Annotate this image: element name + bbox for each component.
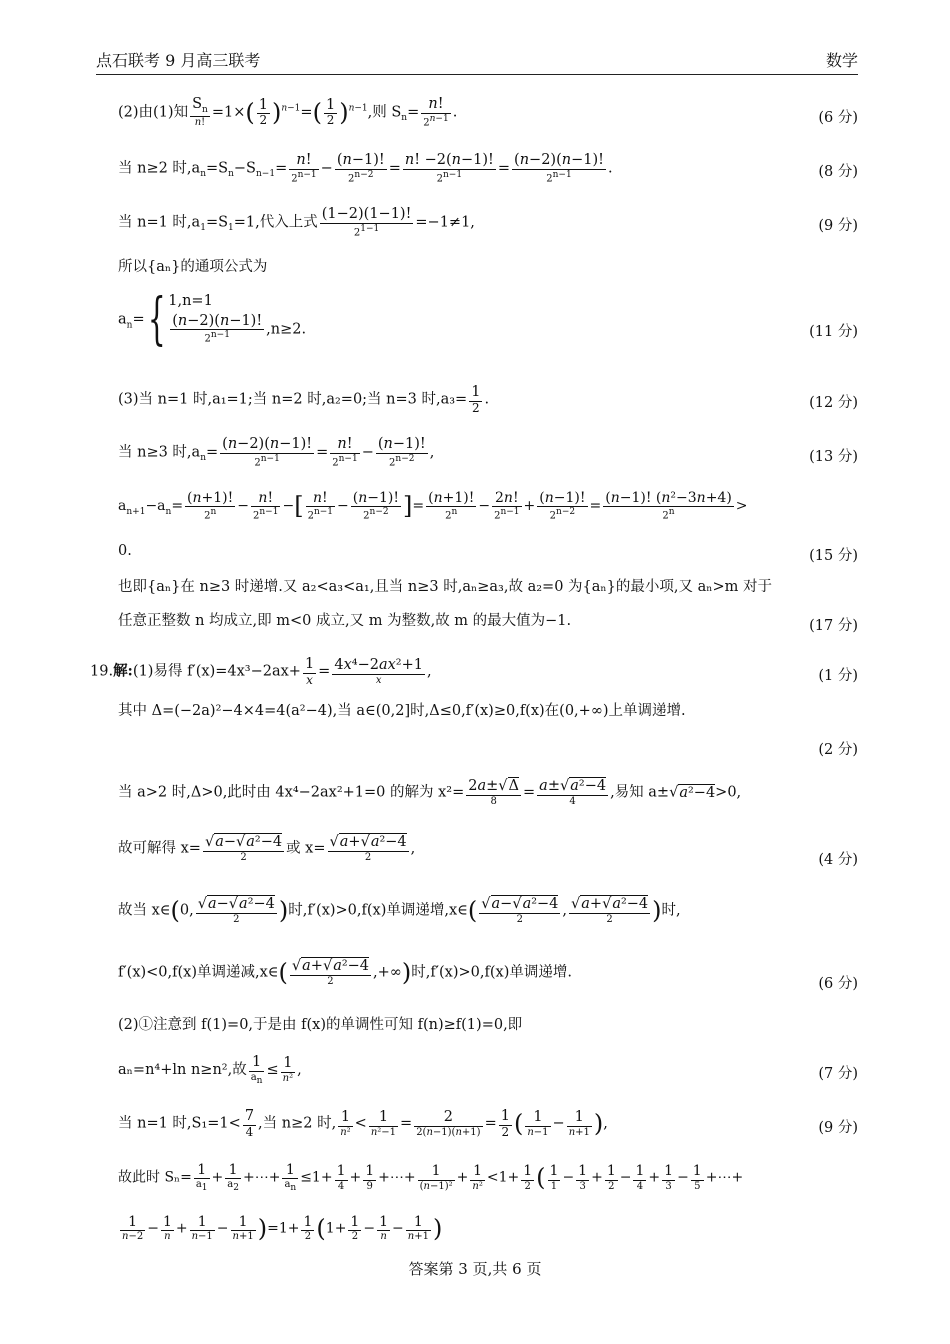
page-footer: 答案第 3 页,共 6 页 (408, 1260, 542, 1278)
score: (4 分) (818, 852, 858, 868)
line-diff: $a_{n+1}-a_n=$ $\frac{(n+1)!}{2^n}$ − $\frac{n!}{2^{n-1}}$ −[ $\frac{n!}{2^{n-1}}$ − $\frac{(n-1)!}{2^{n-2}}$ ]= $\frac{(n+1)!}{2^n}$ − $\frac{2n!}{2^{n-1}}$ + $\frac{(n-1)!}{2^{n-2}}$ = $\frac{\text{(n−1)! (n²−3n+4)}}{2^n}$ > (118, 490, 748, 522)
q19-line5: 故当 x∈(0, $\frac{\text{√a−√a²−4}}{2}$ )时,f′(x)>0,f(x)单调递增,x∈( $\frac{\text{√a−√a²−4}}{2}$ , $\frac{\text{√a+√a²−4}}{2}$ )时, (118, 896, 681, 925)
q19-line8: 当 n=1 时,S₁=1< $\frac{7}{4}$ ,当 n≥2 时, $\frac{1}{\text{n²}}$ < $\frac{1}{\text{n²−1}}$ = $\frac{2}{2(n-1)(n+1)}$ = $\frac{1}{2}$ ( $\frac{1}{n-1}$ − $\frac{1}{n+1}$ ), (118, 1108, 608, 1139)
q19-line9: 故此时 Sₙ= $\frac{1}{a_1}$ + $\frac{1}{a_2}$ +⋯+ $\frac{1}{a_n}$ ≤1+ $\frac{1}{4}$ + $\frac{1}{9}$ +⋯+ $\frac{1}{\text{(n−1)²}}$ + $\frac{1}{\text{n²}}$ <1+ $\frac{1}{2}$ ( $\frac{1}{1}$ − $\frac{1}{3}$ + $\frac{1}{2}$ − $\frac{1}{4}$ + $\frac{1}{3}$ − $\frac{1}{5}$ +⋯+ (118, 1162, 744, 1194)
q19-line6: f′(x)<0,f(x)单调递减,x∈( $\frac{\text{√a+√a²−4}}{2}$ ,+∞)时,f′(x)>0,f(x)单调递增. (118, 958, 572, 987)
line-n3: 当 n≥3 时$,a_n=$ $\frac{(n-2)(n-1)!}{2^{n-1}}$ = $\frac{n!}{2^{n-1}}$ − $\frac{(n-1)!}{2^{n-2}}$ , (118, 436, 435, 468)
q19-line7: aₙ=n⁴+ln n≥n²,故 $\frac{1}{a_n}$ ≤ $\frac{1}{\text{n²}}$ , (118, 1054, 302, 1086)
line-an: 当 n≥2 时$,a_n=S_n-S_{n-1}=$ $\frac{n!}{2^{n-1}}$ − $\frac{(n-1)!}{2^{n-2}}$ = $\frac{n! -2(n-1)!}{2^{n-1}}$ = $\frac{(n-2)(n-1)!}{2^{n-1}}$ . (118, 152, 613, 184)
line-zero: 0. (118, 543, 132, 559)
score: (9 分) (818, 1120, 858, 1136)
score: (1 分) (818, 668, 858, 684)
score: (15 分) (809, 548, 858, 564)
piecewise: $a_n=${ 1,n=1 $\frac{(n-2)(n-1)!}{2^{n-1}}$ ,n≥2. (118, 286, 307, 352)
score: (2 分) (818, 742, 858, 758)
line-p3: (3)当 n=1 时,a₁=1;当 n=2 时,a₂=0;当 n=3 时,a₃= $\frac{1}{2}$ . (118, 384, 490, 415)
score: (11 分) (809, 324, 858, 340)
line-17b: 任意正整数 n 均成立,即 m<0 成立,又 m 为整数,故 m 的最大值为−1. (118, 613, 572, 629)
line-n1: 当 n=1 时$,a_1=S_1=1$,代入上式 $\frac{(1-2)(1-1)!}{2^{1-1}}$ =−1≠1, (118, 206, 475, 238)
q19-line3: 当 a>2 时,Δ>0,此时由 4x⁴−2ax²+1=0 的解为 x²= $\frac{2a\pm√\Delta}{8}$ = $\frac{\text{a±√a²−4}}{4}$ ,易知 a±√a²−4>0, (118, 778, 742, 807)
score: (6 分) (818, 110, 858, 126)
header-right: 数学 (825, 51, 858, 70)
score: (7 分) (818, 1066, 858, 1082)
line-p2: (2)由(1)知 $\frac{S_n}{n!}$ =1×( $\frac{1}{2}$ )$^{n-1}$=( $\frac{1}{2}$ )$^{n-1}$,则 $S_n=$ $\frac{n!}{2^{n-1}}$ . (118, 96, 458, 128)
q19-part2: (2)①注意到 f(1)=0,于是由 f(x)的单调性可知 f(n)≥f(1)=0,即 (118, 1017, 523, 1033)
q19-line1: 19.解:(1)易得 f′(x)=4x³−2ax+ $\frac{1}{x}$ = $\frac{\text{4x⁴−2ax²+1}}{x}$ , (90, 656, 432, 687)
score: (13 分) (809, 449, 858, 465)
line-general: 所以{aₙ}的通项公式为 (118, 259, 268, 275)
score: (6 分) (818, 976, 858, 992)
q19-line2: 其中 Δ=(−2a)²−4×4=4(a²−4),当 a∈(0,2]时,Δ≤0,f′(x)≥0,f(x)在(0,+∞)上单调递增. (118, 703, 686, 719)
score: (8 分) (818, 164, 858, 180)
header-left: 点石联考 9 月高三联考 (96, 51, 261, 70)
page-header (96, 44, 858, 75)
q19-line10: $\frac{1}{n-2}$ − $\frac{1}{n}$ + $\frac{1}{n-1}$ − $\frac{1}{n+1}$ )=1+ $\frac{1}{2}$ (1+ $\frac{1}{2}$ − $\frac{1}{n}$ − $\frac{1}{n+1}$ ) (122, 1214, 443, 1243)
q19-line4: 故可解得 x= $\frac{\text{√a−√a²−4}}{2}$ 或 x= $\frac{\text{√a+√a²−4}}{2}$ , (118, 834, 416, 863)
score: (9 分) (818, 218, 858, 234)
score: (12 分) (809, 395, 858, 411)
score: (17 分) (809, 618, 858, 634)
line-17a: 也即{aₙ}在 n≥3 时递增.又 a₂<a₃<a₁,且当 n≥3 时,aₙ≥a₃,故 a₂=0 为{aₙ}的最小项,又 aₙ>m 对于 (118, 579, 773, 595)
